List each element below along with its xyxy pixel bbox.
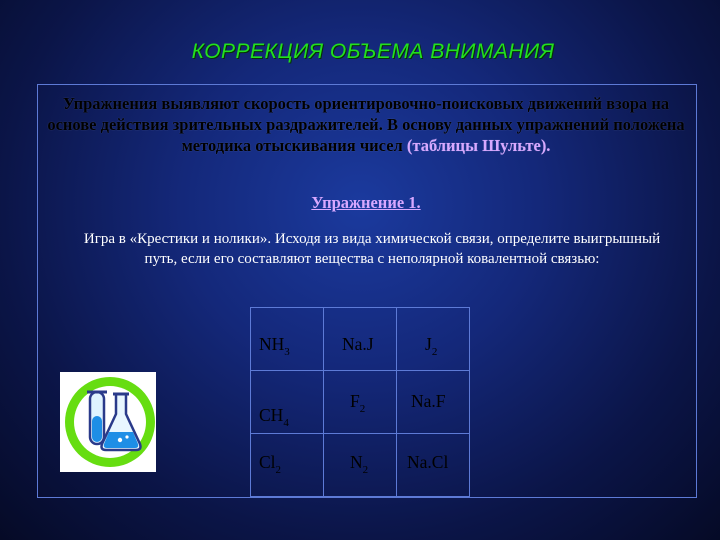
- formula: Na.J: [342, 334, 374, 354]
- intro-paragraph: [40, 93, 692, 156]
- schulte-tables-reference: (таблицы Шульте).: [406, 136, 551, 155]
- formula: $F_2$: [350, 391, 366, 415]
- tic-tac-toe-grid: [250, 307, 470, 497]
- grid-cell-2-1[interactable]: [251, 371, 324, 434]
- formula: $Cl_2$: [259, 452, 282, 476]
- formula: $J_2$: [425, 334, 438, 358]
- intro-text: Упражнения выявляют скорость ориентировочно-поисковых движений взора на основе действия зрительных раздражителей. В основу данных упражнений положена методика отыскивания чисел: [47, 94, 685, 155]
- grid-cell-3-1[interactable]: [251, 434, 324, 497]
- exercise-title: Упражнение 1.: [311, 193, 421, 212]
- formula: $N_2$: [350, 452, 369, 476]
- grid-row-1: [251, 308, 470, 371]
- grid-cell-1-2[interactable]: [324, 308, 397, 371]
- grid-row-3: [251, 434, 470, 497]
- formula: Na.Cl: [407, 452, 449, 472]
- formula: $NH_3$: [259, 334, 290, 358]
- grid-cell-2-3[interactable]: [397, 371, 470, 434]
- grid-cell-3-2[interactable]: [324, 434, 397, 497]
- slide-title: КОРРЕКЦИЯ ОБЪЕМА ВНИМАНИЯ: [191, 40, 555, 63]
- formula: Na.F: [411, 391, 446, 411]
- grid-row-2: [251, 371, 470, 434]
- grid-cell-1-3[interactable]: [397, 308, 470, 371]
- chemistry-flask-icon: [60, 372, 156, 472]
- grid-cell-2-2[interactable]: [324, 371, 397, 434]
- grid-cell-1-1[interactable]: [251, 308, 324, 371]
- grid-cell-3-3[interactable]: [397, 434, 470, 497]
- task-description: Игра в «Крестики и нолики». Исходя из вида химической связи, определите выигрышный путь, если его составляют вещества с неполярной ковалентной связью:: [83, 231, 661, 267]
- formula: $CH_4$: [259, 405, 289, 429]
